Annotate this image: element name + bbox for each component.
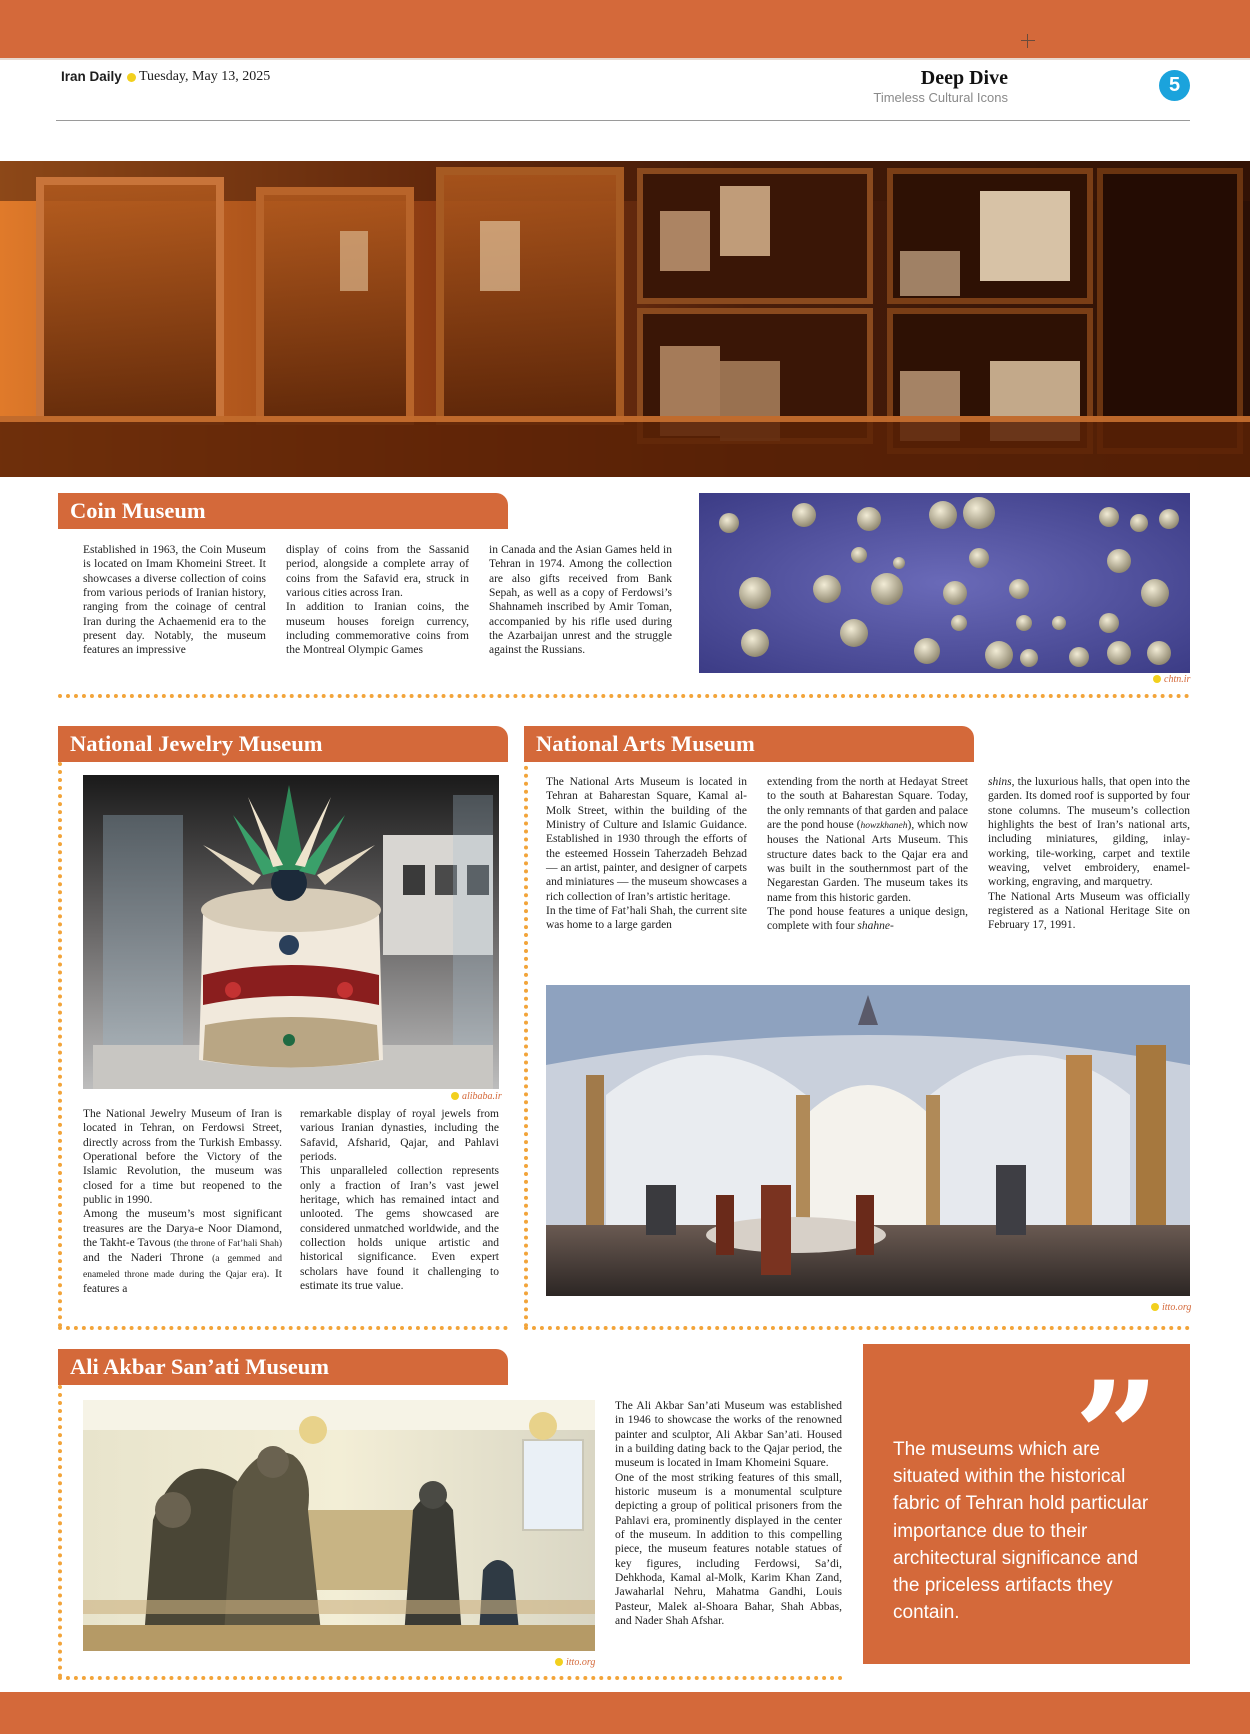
jewelry-museum-crown-photo [83, 775, 499, 1089]
jewelry-museum-paragraph [83, 1207, 282, 1296]
arts-museum-paragraph: The National Arts Museum was officially registered as a National Heritage Site on February 17, 1991. [988, 890, 1190, 932]
quote-marks-icon: ” [1073, 1349, 1160, 1525]
section-border-dotted [524, 726, 528, 1328]
jewelry-museum-paragraph: This unparalleled collection represents only a fraction of Iran’s vast jewel heritage, which has remained intact and unlooted. The gems showcased are considered unmatched worldwide, and the collection holds unique artistic and historical significance. Even expert scholars have found it challenging to estimate its true value. [300, 1165, 499, 1293]
arts-museum-paragraph [988, 775, 1190, 890]
sanati-museum-photo-credit [555, 1657, 595, 1668]
jewelry-text: and the Naderi Throne [83, 1252, 204, 1265]
top-banner [0, 0, 1250, 58]
arts-museum-text-col3 [988, 775, 1190, 933]
jewelry-museum-text-col2 [300, 1107, 499, 1293]
jewelry-museum-paragraph: remarkable display of royal jewels from various Iranian dynasties, including the Safavid, Afsharid, Qajar, and Pahlavi periods. [300, 1108, 499, 1164]
credit-dot-icon [555, 1658, 563, 1666]
arts-text: The pond house features a unique design, complete with four [767, 906, 968, 933]
arts-museum-paragraph: The National Arts Museum is located in Tehran at Baharestan Square, Kamal al-Molk Street, within the building of the Ministry of Culture and Islamic Guidance. Established in 1930 through the efforts of the esteemed Hossein Taherzadeh Behzad — an artist, painter, and designer of carpets and miniatures — the museum showcases a rich collection of Iran’s artistic heritage. [546, 776, 747, 903]
coin-museum-text-col2 [286, 543, 469, 658]
coin-museum-paragraph: in Canada and the Asian Games held in Tehran in 1974. Among the collection are also gifts received from Bank Sepah, as well as a copy of Ferdowsi’s Shahnameh inscribed by Amir Toman, accompanied by his rifle used during the Azarbaijan unrest and the struggle against the Russians. [489, 544, 672, 657]
section-divider-dotted [524, 1326, 1190, 1330]
credit-text: alibaba.ir [462, 1091, 502, 1102]
coin-museum-paragraph: Established in 1963, the Coin Museum is located on Imam Khomeini Street. It showcases a diverse collection of coins from various periods of Iranian history, ranging from the coinage of central Iran during the Achaemenid era to the present day. Notably, the museum features an impressive [83, 544, 266, 657]
arts-text: extending from the north at Hedayat Street to the south at Baharestan Square. Today, the only remnants of that garden and palace are the pond house ( [767, 776, 968, 832]
sanati-museum-paragraph: One of the most striking features of this small, historic museum is a monumental sculpture depicting a group of political prisoners from the Pahlavi era, prominently displayed in the center of the museum. In addition to this compelling piece, the museum features notable statues of key figures, including Ferdowsi, Sa’di, Dehkhoda, Kamal al-Molk, Karim Khan Zand, Jawaharlal Nehru, Mahatma Gandhi, Louis Pasteur, Malek al-Shoara Bahar, Shah Abbas, and Nader Shah Afshar. [615, 1471, 842, 1628]
pull-quote-box [863, 1344, 1190, 1664]
arts-museum-heading: National Arts Museum [524, 726, 974, 762]
credit-text: chtn.ir [1164, 674, 1191, 685]
arts-term: shins [988, 776, 1012, 788]
section-border-dotted [58, 1385, 62, 1678]
section-divider-dotted [58, 1676, 843, 1680]
jewelry-note: (the throne of Fat’hali Shah) [173, 1239, 283, 1250]
arts-museum-interior-photo [546, 985, 1190, 1296]
paper-name: Iran Daily [61, 69, 122, 84]
crosshair-icon [1021, 34, 1035, 48]
arts-museum-text-col1 [546, 775, 747, 933]
coin-museum-photo [699, 493, 1190, 673]
sanati-museum-text [615, 1399, 842, 1629]
top-banner-rule [0, 58, 1250, 60]
section-subtitle: Timeless Cultural Icons [873, 90, 1008, 105]
coin-museum-text-col1 [83, 543, 266, 658]
credit-text: itto.org [566, 1657, 596, 1668]
coin-museum-paragraph: In addition to Iranian coins, the museum houses foreign currency, including commemorative coins from the Montreal Olympic Games [286, 601, 469, 657]
section-title: Deep Dive [920, 67, 1008, 89]
section-border-dotted [58, 762, 62, 1328]
page-number-badge: 5 [1159, 70, 1190, 101]
credit-dot-icon [1153, 675, 1161, 683]
arts-museum-text-col2 [767, 775, 968, 934]
sanati-museum-sculpture-photo [83, 1400, 595, 1651]
arts-term: shahne- [857, 920, 894, 933]
coin-museum-heading: Coin Museum [58, 493, 508, 529]
coin-museum-text-col3 [489, 543, 672, 658]
arts-text: ), which now houses the National Arts Museum. This structure dates back to the Qajar era and was built in the southernmost part of the Negarestan Garden. The museum takes its name from this historic garden. [767, 819, 968, 904]
hero-photo-display-cabinets [0, 161, 1250, 477]
arts-museum-paragraph: In the time of Fat’hali Shah, the current site was home to a large garden [546, 905, 747, 932]
jewelry-museum-text-col1 [83, 1107, 282, 1296]
masthead-rule [56, 120, 1190, 121]
jewelry-text: Among the museum’s most significant treasures are the Darya-e Noor Diamond, the Takht-e Tavous [83, 1208, 282, 1250]
arts-museum-paragraph [767, 775, 968, 905]
date-dot-icon [127, 73, 136, 82]
jewelry-museum-paragraph: The National Jewelry Museum of Iran is located in Tehran, on Ferdowsi Street, directly across from the Turkish Embassy. Operational before the Victory of the Islamic Revolution, the museum was closed for a time but reopened to the public in 1990. [83, 1108, 282, 1207]
arts-museum-paragraph [767, 905, 968, 934]
jewelry-museum-heading: National Jewelry Museum [58, 726, 508, 762]
credit-dot-icon [451, 1092, 459, 1100]
issue-date: Tuesday, May 13, 2025 [139, 69, 271, 84]
section-divider-dotted [58, 694, 1190, 698]
coin-museum-photo-credit [1153, 674, 1190, 685]
bottom-banner [0, 1692, 1250, 1734]
arts-text: , the luxurious halls, that open into the garden. Its domed roof is supported by four stone columns. The museum’s collection highlights the best of Iran’s national arts, including miniatures, gilding, inlay-working, tile-working, carpet and textile weaving, velvet embroidery, enamel-working, engraving, and marquetry. [988, 776, 1190, 889]
sanati-museum-heading: Ali Akbar San’ati Museum [58, 1349, 508, 1385]
credit-text: itto.org [1162, 1302, 1192, 1313]
jewelry-note: (a gemmed and enameled throne made during the Qajar era) [83, 1254, 282, 1280]
credit-dot-icon [1151, 1303, 1159, 1311]
arts-term: howzkhaneh [860, 821, 908, 832]
arts-museum-photo-credit [1151, 1302, 1191, 1313]
section-divider-dotted [58, 1326, 508, 1330]
sanati-museum-paragraph: The Ali Akbar San’ati Museum was established in 1946 to showcase the works of the renowned painter and sculptor, Ali Akbar San’ati. Housed in a building dating back to the Qajar period, the museum is located in Imam Khomeini Square. [615, 1400, 842, 1470]
coin-museum-paragraph: display of coins from the Sassanid period, alongside a complete array of coins from the Safavid era, struck in various cities across Iran. [286, 544, 469, 600]
jewelry-text: . It features a [83, 1267, 282, 1296]
jewelry-museum-photo-credit [451, 1091, 502, 1102]
pull-quote-text: The museums which are situated within the historical fabric of Tehran hold particular importance due to their architectural significance and the priceless artifacts they contain. [893, 1439, 1149, 1624]
